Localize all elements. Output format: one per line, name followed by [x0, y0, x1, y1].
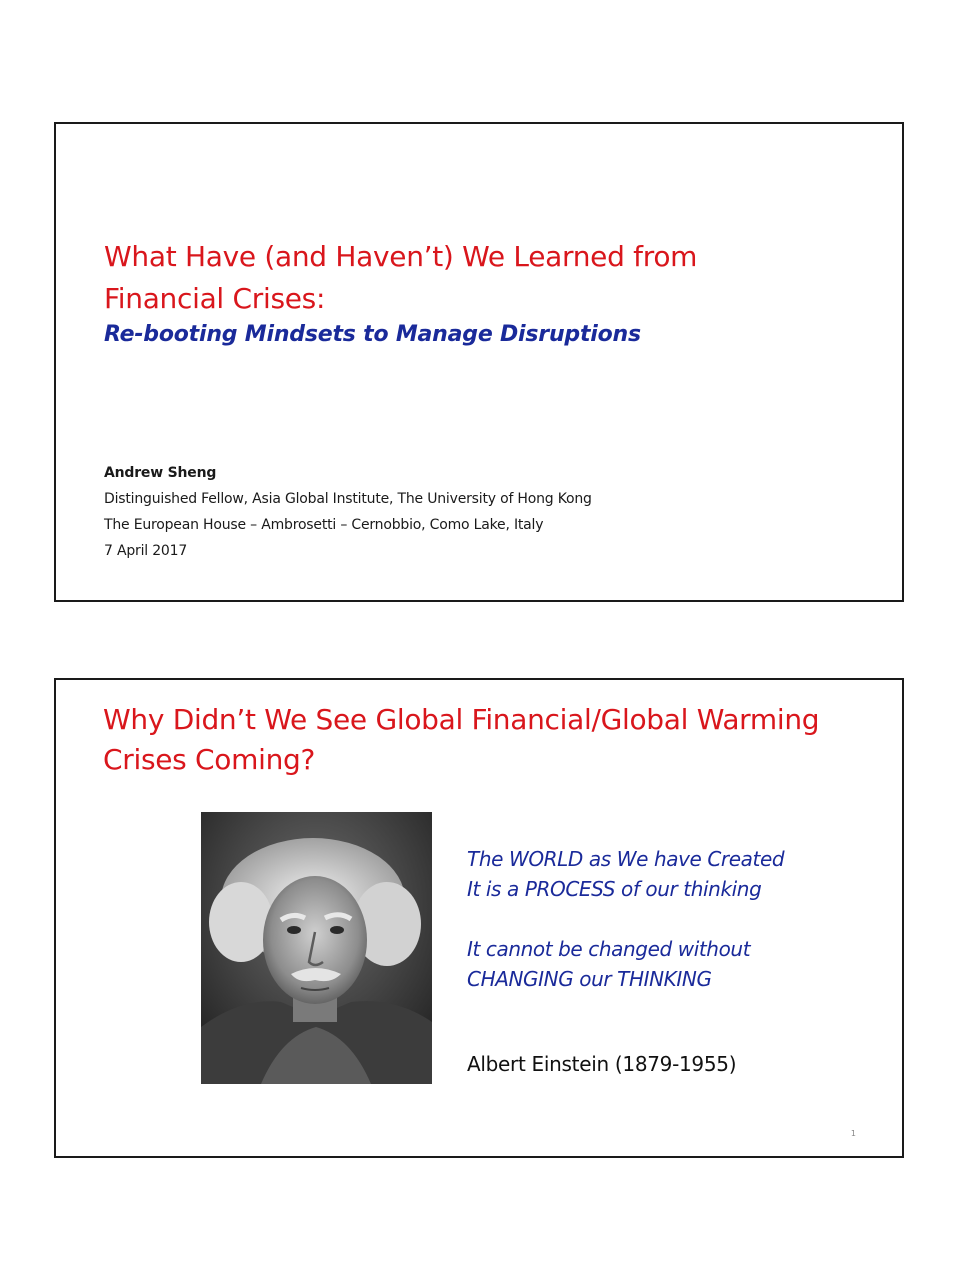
- slide-2: [54, 678, 904, 1158]
- author-block: [104, 460, 592, 564]
- einstein-quote: [467, 844, 797, 1024]
- slide-1-subtitle: Re-booting Mindsets to Manage Disruptions: [104, 322, 641, 347]
- author-affiliation: Distinguished Fellow, Asia Global Institute, The University of Hong Kong: [104, 491, 592, 507]
- event-venue: The European House – Ambrosetti – Cernobbio, Como Lake, Italy: [104, 517, 544, 533]
- slide-2-title: Why Didn’t We See Global Financial/Global Warming Crises Coming?: [103, 703, 820, 776]
- page-number: 1: [850, 1129, 856, 1138]
- quote-attribution: Albert Einstein (1879-1955): [467, 1052, 737, 1076]
- slide-1-title: What Have (and Haven’t) We Learned from Financial Crises:: [104, 240, 698, 315]
- quote-line-1: The WORLD as We have Created It is a PROCESS of our thinking: [467, 847, 785, 901]
- presentation-date: 7 April 2017: [104, 543, 188, 559]
- slide-1: [54, 122, 904, 602]
- einstein-portrait-image: [201, 812, 432, 1084]
- quote-line-2: It cannot be changed without CHANGING our THINKING: [467, 937, 751, 991]
- author-name: Andrew Sheng: [104, 465, 217, 481]
